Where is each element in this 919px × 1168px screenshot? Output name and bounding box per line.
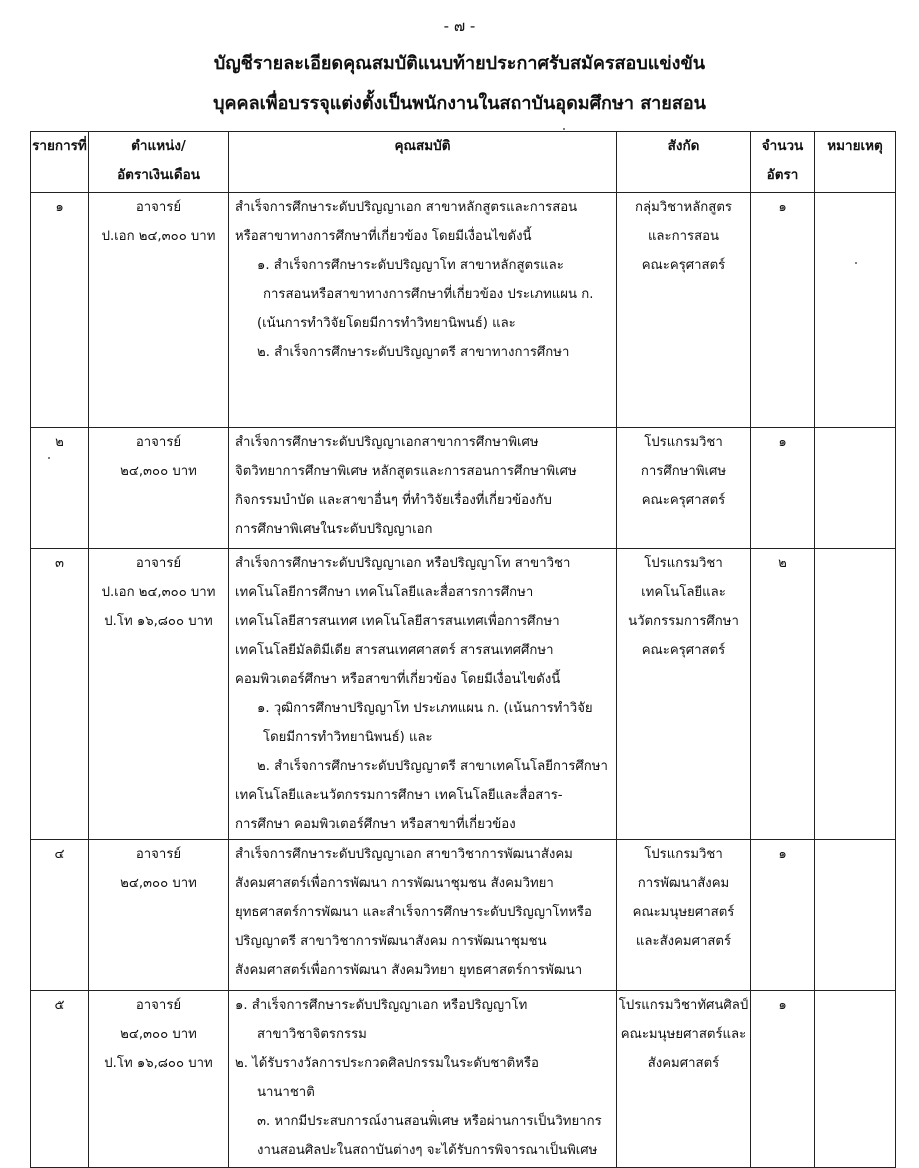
scan-speck <box>855 262 857 264</box>
row-qualification: สำเร็จการศึกษาระดับปริญญาเอก หรือปริญญาโท สาขาวิชา เทคโนโลยีการศึกษา เทคโนโลยีและสื่อสารการศึกษา เทคโนโลยีสารสนเทศ เทคโนโลยีสารสนเทศเพื่อการศึกษา เทคโนโลยีมัลติมีเดีย สารสนเทศศาสตร์ สารสนเทศศึกษา คอมพิวเตอร์ศึกษา หรือสาขาที่เกี่ยวข้อง โดยมีเงื่อนไขดังนี้ ๑. วุฒิการศึกษาปริญญาโท ประเภทแผน ก. (เน้นการทำวิจัย โดยมีการทำวิทยานิพนธ์) และ ๒. สำเร็จการศึกษาระดับปริญญาตรี สาขาเทคโนโลยีการศึกษา เทคโนโลยีและนวัตกรรมการศึกษา เทคโนโลยีและสื่อสาร- การศึกษา คอมพิวเตอร์ศึกษา หรือสาขาที่เกี่ยวข้อง <box>229 549 617 840</box>
header-no: รายการที่ <box>31 132 89 193</box>
document-title-line-2: บุคคลเพื่อบรรจุแต่งตั้งเป็นพนักงานในสถาบันอุดมศึกษา สายสอน <box>213 93 706 114</box>
row-department: กลุ่มวิชาหลักสูตร และการสอน คณะครุศาสตร์ <box>617 193 751 428</box>
row-remarks <box>815 991 896 1168</box>
row-no: ๕ <box>31 991 89 1168</box>
row-remarks <box>815 428 896 549</box>
row-position: อาจารย์ ๒๔,๓๐๐ บาท ป.โท ๑๖,๘๐๐ บาท <box>89 991 229 1168</box>
row-position: อาจารย์ ๒๔,๓๐๐ บาท <box>89 840 229 991</box>
header-position: ตำแหน่ง/ อัตราเงินเดือน <box>89 132 229 193</box>
row-no: ๒ <box>31 428 89 549</box>
row-remarks <box>815 840 896 991</box>
row-count: ๒ <box>751 549 815 840</box>
row-no: ๑ <box>31 193 89 428</box>
row-position: อาจารย์ ป.เอก ๒๔,๓๐๐ บาท <box>89 193 229 428</box>
table-row <box>31 193 896 428</box>
table-row <box>31 840 896 991</box>
table-header-row <box>31 132 896 193</box>
row-count: ๑ <box>751 193 815 428</box>
row-position: อาจารย์ ๒๔,๓๐๐ บาท <box>89 428 229 549</box>
row-remarks <box>815 193 896 428</box>
row-department: โปรแกรมวิชา เทคโนโลยีและ นวัตกรรมการศึกษา คณะครุศาสตร์ <box>617 549 751 840</box>
row-qualification: ๑. สำเร็จการศึกษาระดับปริญญาเอก หรือปริญญาโท สาขาวิชาจิตรกรรม ๒. ได้รับรางวัลการประกวดศิลปกรรมในระดับชาติหรือ นานาชาติ ๓. หากมีประสบการณ์งานสอนพิเศษ หรือผ่านการเป็นวิทยากร งานสอนศิลปะในสถาบันต่างๆ จะได้รับการพิจารณาเป็นพิเศษ <box>229 991 617 1168</box>
scan-speck <box>432 1110 434 1112</box>
scan-speck <box>48 457 50 459</box>
row-no: ๔ <box>31 840 89 991</box>
scan-speck <box>563 128 565 130</box>
table-row <box>31 428 896 549</box>
row-count: ๑ <box>751 991 815 1168</box>
row-qualification: สำเร็จการศึกษาระดับปริญญาเอก สาขาวิชาการพัฒนาสังคม สังคมศาสตร์เพื่อการพัฒนา การพัฒนาชุมชน สังคมวิทยา ยุทธศาสตร์การพัฒนา และสำเร็จการศึกษาระดับปริญญาโทหรือ ปริญญาตรี สาขาวิชาการพัฒนาสังคม การพัฒนาชุมชน สังคมศาสตร์เพื่อการพัฒนา สังคมวิทยา ยุทธศาสตร์การพัฒนา <box>229 840 617 991</box>
page-number: - ๗ - <box>443 17 476 35</box>
header-remarks: หมายเหตุ <box>815 132 896 193</box>
row-department: โปรแกรมวิชา การพัฒนาสังคม คณะมนุษยศาสตร์ และสังคมศาสตร์ <box>617 840 751 991</box>
header-department: สังกัด <box>617 132 751 193</box>
row-department: โปรแกรมวิชา การศึกษาพิเศษ คณะครุศาสตร์ <box>617 428 751 549</box>
row-qualification: สำเร็จการศึกษาระดับปริญญาเอก สาขาหลักสูตรและการสอน หรือสาขาทางการศึกษาที่เกี่ยวข้อง โดยมีเงื่อนไขดังนี้ ๑. สำเร็จการศึกษาระดับปริญญาโท สาขาหลักสูตรและ การสอนหรือสาขาทางการศึกษาที่เกี่ยวข้อง ประเภทแผน ก. (เน้นการทำวิจัยโดยมีการทำวิทยานิพนธ์) และ ๒. สำเร็จการศึกษาระดับปริญญาตรี สาขาทางการศึกษา <box>229 193 617 428</box>
row-count: ๑ <box>751 840 815 991</box>
document-title-line-1: บัญชีรายละเอียดคุณสมบัติแนบท้ายประกาศรับสมัครสอบแข่งขัน <box>213 53 706 74</box>
header-count: จำนวน อัตรา <box>751 132 815 193</box>
row-no: ๓ <box>31 549 89 840</box>
row-position: อาจารย์ ป.เอก ๒๔,๓๐๐ บาท ป.โท ๑๖,๘๐๐ บาท <box>89 549 229 840</box>
header-qualification: คุณสมบัติ <box>229 132 617 193</box>
qualification-table <box>30 131 896 1168</box>
row-remarks <box>815 549 896 840</box>
row-qualification: สำเร็จการศึกษาระดับปริญญาเอกสาขาการศึกษาพิเศษ จิตวิทยาการศึกษาพิเศษ หลักสูตรและการสอนการศึกษาพิเศษ กิจกรรมบำบัด และสาขาอื่นๆ ที่ทำวิจัยเรื่องที่เกี่ยวข้องกับ การศึกษาพิเศษในระดับปริญญาเอก <box>229 428 617 549</box>
table-row <box>31 991 896 1168</box>
table-row <box>31 549 896 840</box>
row-count: ๑ <box>751 428 815 549</box>
row-department: โปรแกรมวิชาทัศนศิลป์ คณะมนุษยศาสตร์และ สังคมศาสตร์ <box>617 991 751 1168</box>
